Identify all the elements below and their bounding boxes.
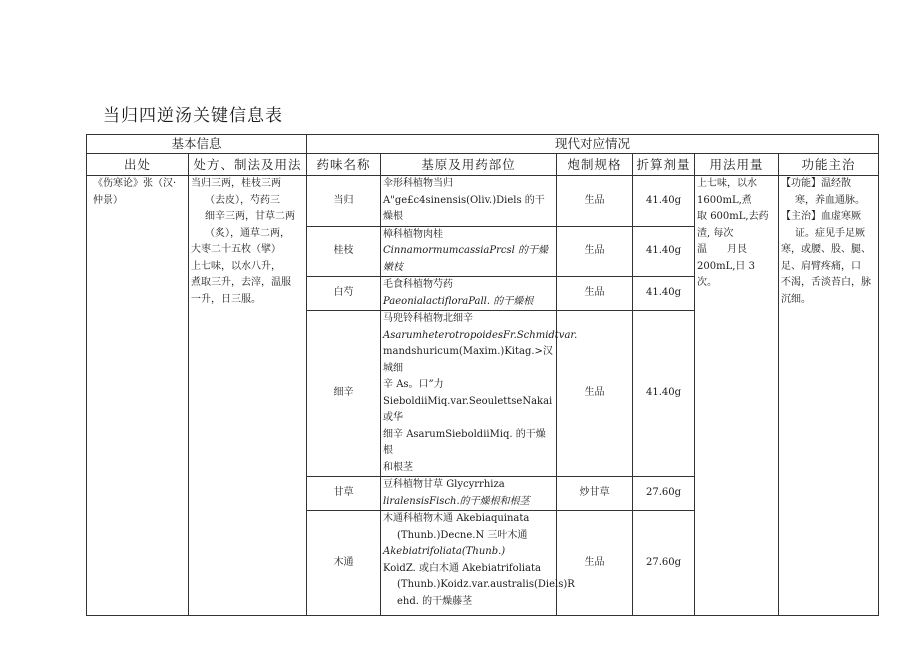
usage-line: 次。 (697, 277, 718, 288)
header-processing: 炮制规格 (557, 154, 633, 176)
origin-line: 伞形科植物当归 (383, 178, 454, 189)
key-info-table (86, 134, 879, 616)
herb-dose: 41.40g (633, 226, 695, 277)
herb-name: 细辛 (307, 311, 381, 477)
usage-cell (695, 176, 779, 616)
origin-line: 毛食科植物芍药 (383, 279, 454, 290)
origin-line: mandshuricum(Maxim.)Kitag.>汉城细 (383, 346, 553, 374)
header-source: 出处 (87, 154, 189, 176)
usage-line: 上七味，以水 (697, 178, 758, 189)
origin-line: 木通科植物木通 Akebiaquinata (383, 513, 530, 524)
origin-line: 豆科植物甘草 Glycyrrhiza (383, 479, 505, 490)
header-herb-name: 药味名称 (307, 154, 381, 176)
prescription-line: （去皮），芍药三 (205, 194, 280, 206)
herb-name: 白芍 (307, 277, 381, 311)
herb-dose: 41.40g (633, 176, 695, 227)
source-cell (87, 176, 189, 616)
origin-line: ehd. 的干燥藤茎 (397, 595, 473, 607)
origin-line: (Thunb.)Decne.N 三叶木通 (397, 529, 528, 541)
function-line: 不渴，舌淡苔白，脉 (781, 277, 872, 288)
header-modern-info: 现代对应情况 (307, 135, 879, 154)
function-line: 寒，或腰、股、腿、 (781, 244, 872, 255)
herb-origin (381, 226, 557, 277)
function-line: 寒，养血通脉。 (795, 194, 866, 206)
prescription-line: 大枣二十五枚（擘） (191, 244, 281, 255)
origin-line: AsarumheterotropoidesFr.Schmidtvar. (383, 329, 578, 341)
prescription-line: 上七味，以水八升， (191, 260, 281, 272)
origin-line: 樟科植物肉桂 (383, 228, 444, 240)
prescription-line: （炙），通草二两， (205, 227, 290, 239)
function-line: 沉细。 (781, 293, 812, 305)
table-row (87, 176, 879, 227)
herb-processing: 生品 (557, 176, 633, 227)
herb-origin (381, 511, 575, 616)
herb-name: 桂枝 (307, 226, 381, 277)
function-line: 证。症见手足厥 (795, 227, 866, 239)
usage-line: 1600mL,煮 (697, 194, 752, 206)
herb-dose: 41.40g (633, 311, 695, 477)
herb-origin (381, 176, 557, 227)
header-function: 功能主治 (779, 154, 879, 176)
herb-processing: 炒甘草 (557, 477, 633, 511)
herb-origin (381, 311, 578, 477)
prescription-line: 当归三两，桂枝三两 (191, 178, 281, 189)
prescription-line: 一升，日三服。 (191, 293, 261, 305)
header-prescription: 处方、制法及用法 (189, 154, 307, 176)
origin-line: SieboldiiMiq.var.SeoulettseNakai 或华 (383, 395, 553, 423)
prescription-line: 煮取三升，去滓，温服 (191, 277, 291, 288)
function-line: 足、肩臂疼痛，口 (781, 260, 862, 272)
function-cell (779, 176, 879, 616)
origin-line: CinnamormumcassiaPrcsl 的干燥嫩枝 (383, 245, 549, 273)
origin-line: A"ge£c4sinensis(Oliv.)Diels 的干燥根 (383, 194, 545, 222)
origin-line: 马兜铃科植物北细辛 (383, 313, 474, 324)
herb-name: 当归 (307, 176, 381, 227)
header-dose: 折算剂量 (633, 154, 695, 176)
herb-processing: 生品 (557, 311, 633, 477)
herb-processing: 生品 (557, 511, 633, 616)
usage-line: 取 600mL,去药 (697, 211, 769, 222)
origin-line: 细辛 AsarumSieboldiiMiq. 的干燥根 (383, 428, 546, 456)
herb-name: 甘草 (307, 477, 381, 511)
origin-line: PaeonialactifloraPall. 的干燥根 (383, 295, 534, 307)
function-line: 【主治】血虚寒厥 (781, 211, 862, 222)
herb-dose: 27.60g (633, 511, 695, 616)
herb-processing: 生品 (557, 277, 633, 311)
herb-origin (381, 277, 557, 311)
herb-dose: 27.60g (633, 477, 695, 511)
page-title: 当归四逆汤关键信息表 (103, 106, 283, 126)
herb-dose: 41.40g (633, 277, 695, 311)
prescription-cell (189, 176, 307, 616)
origin-line: KoidZ. 或白木通 Akebiatrifoliata (383, 562, 541, 574)
origin-line: 和根茎 (383, 461, 414, 473)
usage-line: 200mL,日 3 (697, 260, 755, 272)
header-basic-info: 基本信息 (87, 135, 307, 154)
header-origin: 基原及用药部位 (381, 154, 557, 176)
function-line: 【功能】温经散 (781, 178, 852, 189)
source-text: 《伤寒论》张（汉·仲景） (93, 178, 177, 206)
herb-origin (381, 477, 557, 511)
header-usage: 用法用量 (695, 154, 779, 176)
origin-line: Akebiatrifoliata(Thunb.) (383, 546, 506, 557)
origin-line: liralensisFisch.的干燥根和根茎 (383, 495, 530, 507)
prescription-line: 细辛三两，甘草二两 (205, 211, 295, 222)
usage-line: 温 月艮 (697, 244, 748, 255)
usage-line: 渣, 每次 (697, 227, 734, 239)
origin-line: 辛 As。口”力 (383, 379, 444, 390)
origin-line: (Thunb.)Koidz.var.australis(Diels)R (397, 579, 575, 590)
herb-processing: 生品 (557, 226, 633, 277)
herb-name: 木通 (307, 511, 381, 616)
